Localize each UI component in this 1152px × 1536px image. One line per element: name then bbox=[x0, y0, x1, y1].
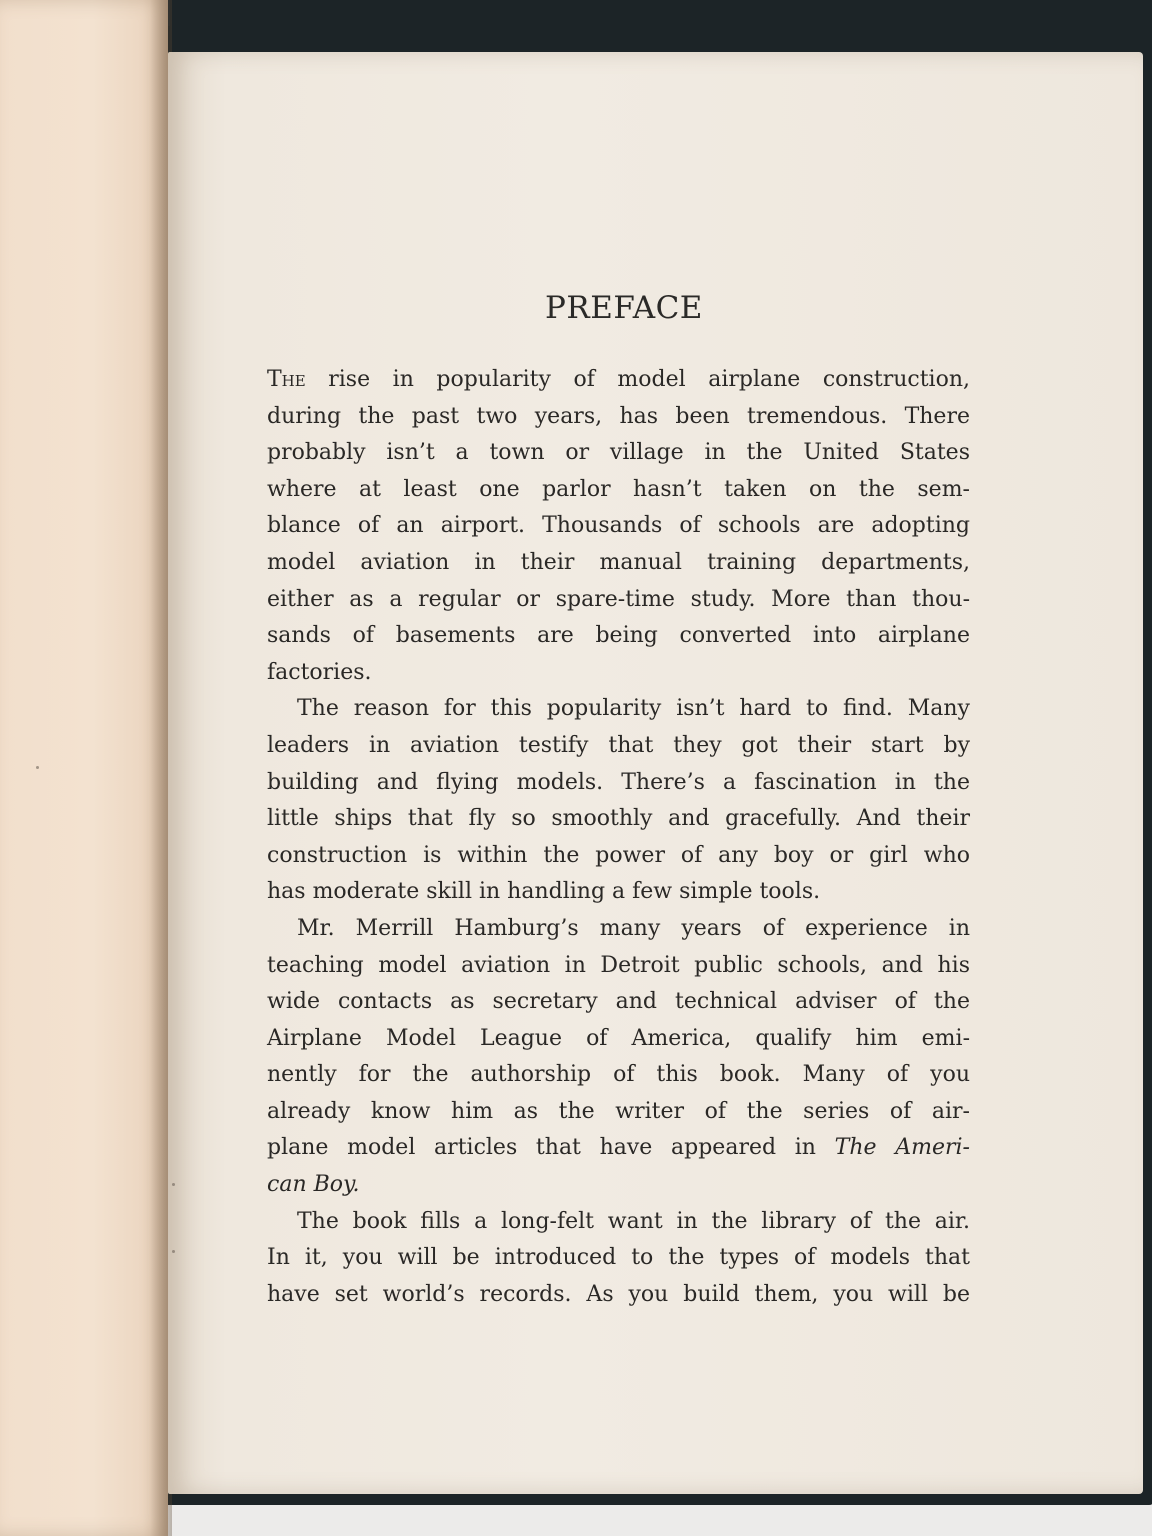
text-line: nently for the authorship of this book. Many of you bbox=[267, 1062, 970, 1088]
book-title-italic: The Ameri- bbox=[834, 1135, 970, 1161]
text-line: The book fills a long-felt want in the library of the air. bbox=[297, 1208, 970, 1234]
paragraph bbox=[267, 691, 970, 911]
text-line: Mr. Merrill Hamburg’s many years of experience in bbox=[297, 915, 970, 941]
text-line bbox=[267, 1130, 970, 1167]
text-line: already know him as the writer of the series of air- bbox=[267, 1098, 970, 1124]
text-line: during the past two years, has been tremendous. There bbox=[267, 403, 970, 429]
book-title-italic: can Boy. bbox=[267, 1172, 360, 1198]
text-line: model aviation in their manual training departments, bbox=[267, 549, 970, 575]
text-line: leaders in aviation testify that they got their start by bbox=[267, 732, 970, 758]
drop-word: The bbox=[267, 367, 306, 392]
text-line: building and flying models. There’s a fascination in the bbox=[267, 769, 970, 795]
paragraph bbox=[267, 911, 970, 1204]
paper-speck bbox=[172, 1183, 175, 1186]
text-line: teaching model aviation in Detroit public schools, and his bbox=[267, 952, 970, 978]
text-line: sands of basements are being converted into airplane bbox=[267, 623, 970, 649]
text-line: where at least one parlor hasn’t taken on the sem- bbox=[267, 476, 970, 502]
text-line: have set world’s records. As you build them, you will be bbox=[267, 1281, 970, 1307]
paper-speck bbox=[172, 1250, 175, 1253]
line-text: rise in popularity of model airplane construction, bbox=[305, 367, 970, 392]
text-line: In it, you will be introduced to the types of models that bbox=[267, 1245, 970, 1271]
paragraph bbox=[267, 1204, 970, 1314]
text-line: The reason for this popularity isn’t hard to find. Many bbox=[297, 696, 970, 722]
paragraph bbox=[267, 362, 970, 691]
preface-body bbox=[267, 362, 970, 1313]
paper-speck bbox=[36, 766, 39, 769]
text-line bbox=[267, 1167, 970, 1204]
text-line: has moderate skill in handling a few simple tools. bbox=[267, 879, 821, 905]
text-line: blance of an airport. Thousands of schools are adopting bbox=[267, 513, 970, 539]
text-line: factories. bbox=[267, 659, 372, 685]
text-line: either as a regular or spare-time study. More than thou- bbox=[267, 586, 970, 612]
left-facing-page bbox=[0, 0, 168, 1536]
page-title: PREFACE bbox=[545, 290, 703, 326]
text-line: construction is within the power of any boy or girl who bbox=[267, 842, 970, 868]
line-text: plane model articles that have appeared in bbox=[267, 1135, 835, 1161]
text-line bbox=[267, 362, 970, 399]
text-line: probably isn’t a town or village in the United States bbox=[267, 440, 970, 466]
text-line: wide contacts as secretary and technical adviser of the bbox=[267, 989, 970, 1015]
text-line: little ships that fly so smoothly and gracefully. And their bbox=[267, 806, 970, 832]
text-line: Airplane Model League of America, qualify him emi- bbox=[267, 1025, 970, 1051]
